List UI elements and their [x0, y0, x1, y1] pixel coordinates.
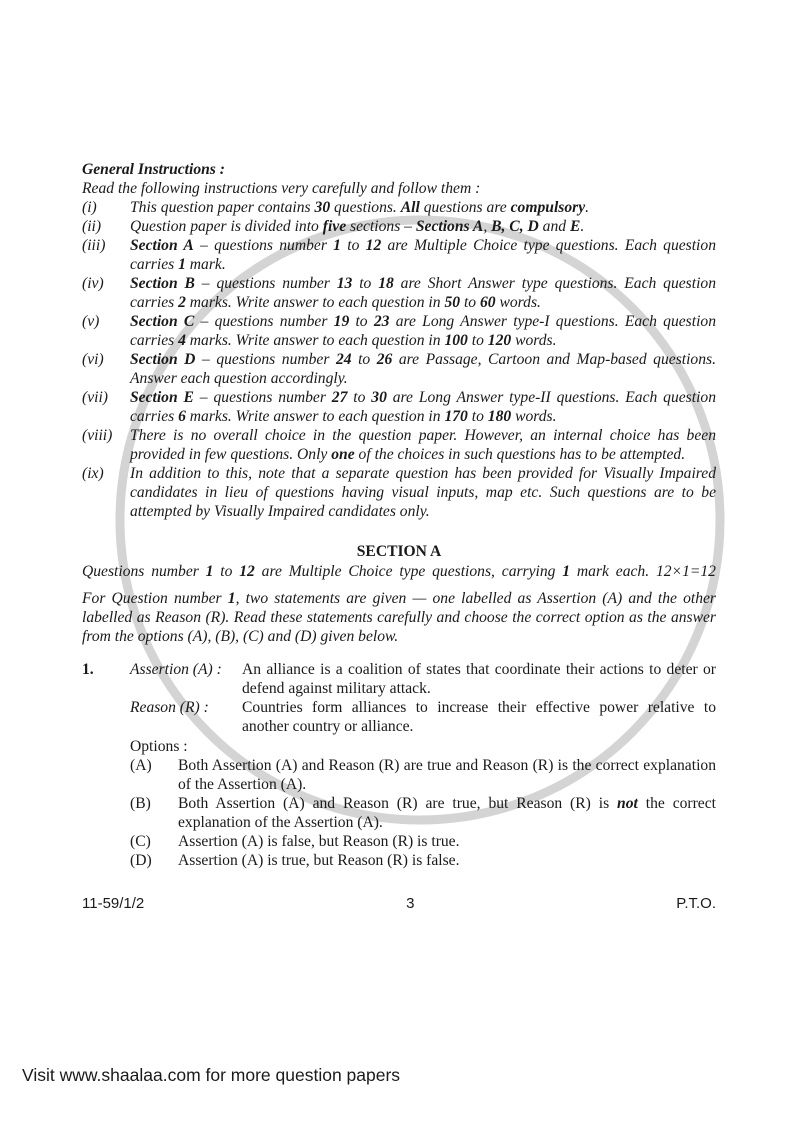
reason-text: Countries form alliances to increase their effective power relative to another country or alliance.: [242, 699, 716, 735]
bold-text: not: [617, 795, 638, 812]
page-footer: [82, 894, 716, 913]
bold-text: 100: [444, 332, 468, 349]
text-segment: of the choices in such questions has to be attempted.: [354, 446, 686, 463]
text-segment: questions.: [330, 199, 401, 216]
text-segment: Assertion (A) is false, but Reason (R) is true.: [178, 833, 460, 850]
text-segment: are Passage, Cartoon and Map-based questions. Answer each question accordingly.: [130, 351, 716, 387]
text-segment: marks. Write answer to each question in: [185, 408, 445, 425]
bold-text: Sections A: [415, 218, 484, 235]
section-a-intro: [82, 562, 716, 581]
instruction-item: [82, 198, 716, 217]
text-segment: to: [349, 313, 374, 330]
bold-text: 6: [178, 408, 186, 425]
instruction-item: [82, 350, 716, 388]
option-label: (C): [130, 833, 151, 850]
instruction-text: [130, 426, 716, 464]
bold-text: Section C: [130, 313, 195, 330]
text-segment: ,: [483, 218, 492, 235]
text-segment: Questions number: [82, 563, 206, 580]
option-text: [178, 794, 716, 832]
text-segment: This question paper contains: [130, 199, 315, 216]
text-segment: to: [460, 294, 480, 311]
text-segment: to: [340, 237, 366, 254]
instruction-item: [82, 388, 716, 426]
text-segment: – questions number: [194, 313, 334, 330]
text-segment: Question paper is divided into: [130, 218, 323, 235]
text-segment: to: [351, 351, 377, 368]
assertion-label: Assertion (A) :: [130, 661, 222, 678]
text-segment: .: [585, 199, 590, 216]
text-segment: to: [467, 408, 488, 425]
instruction-item: [82, 217, 716, 236]
instruction-number: (v): [82, 313, 100, 330]
bold-text: 12: [239, 563, 255, 580]
bold-text: 23: [373, 313, 390, 330]
bold-text: one: [331, 446, 355, 463]
text-segment: Both Assertion (A) and Reason (R) are true and Reason (R) is the correct explanation of the Assertion (A).: [178, 757, 716, 793]
question-paper-page: [82, 160, 716, 913]
instruction-number: (vi): [82, 351, 104, 368]
instruction-number: (iii): [82, 237, 106, 254]
bold-text: 1: [562, 563, 571, 580]
text-segment: mark.: [185, 256, 226, 273]
bold-text: 120: [487, 332, 512, 349]
text-segment: .: [580, 218, 585, 235]
reason-label: Reason (R) :: [130, 699, 209, 716]
text-segment: are Long Answer type-II questions. Each question carries: [130, 389, 717, 425]
text-segment: words.: [511, 332, 557, 349]
instructions-intro: Read the following instructions very carefully and follow them :: [82, 180, 481, 197]
text-segment: marks. Write answer to each question in: [185, 332, 445, 349]
text-segment: – questions number: [193, 237, 334, 254]
option-label: (A): [130, 757, 152, 774]
option-a: [130, 756, 716, 794]
text-segment: to: [467, 332, 488, 349]
bold-text: 2: [178, 294, 186, 311]
option-text: [178, 756, 716, 794]
bold-text: Section E: [130, 389, 194, 406]
text-segment: are Long Answer type-I questions. Each question carries: [130, 313, 716, 349]
text-segment: the correct explanation of the Assertion (A).: [178, 795, 716, 831]
text-segment: questions are: [419, 199, 511, 216]
options-list: [82, 756, 716, 870]
instruction-text: [130, 236, 716, 274]
bold-text: 30: [314, 199, 331, 216]
option-d: [130, 851, 716, 870]
text-segment: to: [347, 389, 372, 406]
instruction-item: [82, 464, 716, 521]
text-segment: marks. Write answer to each question in: [185, 294, 445, 311]
instruction-number: (viii): [82, 427, 113, 444]
assertion-text: An alliance is a coalition of states that coordinate their actions to deter or defend against military attack.: [242, 661, 716, 697]
options-label: Options :: [130, 738, 188, 755]
option-b: [130, 794, 716, 832]
text-segment: There is no overall choice in the question paper. However, an internal choice has been provided in few questions. Only: [130, 427, 716, 463]
text-segment: Assertion (A) is true, but Reason (R) is false.: [178, 852, 460, 869]
instruction-text: [130, 464, 716, 521]
question-1: [82, 660, 716, 736]
bold-text: All: [400, 199, 420, 216]
bold-text: 12: [365, 237, 382, 254]
bold-text: 27: [331, 389, 348, 406]
option-text: [178, 832, 716, 851]
question-number: 1.: [82, 661, 94, 678]
pto: P.T.O.: [676, 895, 716, 912]
bold-text: 1: [227, 590, 236, 607]
option-label: (D): [130, 852, 152, 869]
instruction-number: (vii): [82, 389, 108, 406]
option-text: [178, 851, 716, 870]
instruction-item: [82, 236, 716, 274]
instruction-number: (ix): [82, 465, 104, 482]
text-segment: – questions number: [194, 275, 337, 292]
text-segment: are Multiple Choice type questions. Each question carries: [130, 237, 716, 273]
bold-text: 19: [333, 313, 350, 330]
page-number: 3: [406, 895, 415, 912]
text-segment: – questions number: [195, 351, 336, 368]
bold-text: 13: [336, 275, 353, 292]
text-segment: – questions number: [193, 389, 332, 406]
instructions-heading: General Instructions :: [82, 161, 225, 178]
section-a-title: SECTION A: [356, 543, 442, 560]
text-segment: to: [352, 275, 379, 292]
option-c: [130, 832, 716, 851]
bold-text: 1: [333, 237, 341, 254]
bold-text: Section A: [130, 237, 194, 254]
q1-instructions: [82, 589, 716, 646]
bold-text: Section B: [130, 275, 195, 292]
bold-text: 170: [444, 408, 468, 425]
text-segment: words.: [511, 408, 557, 425]
text-segment: and: [538, 218, 570, 235]
bold-text: 1: [178, 256, 186, 273]
bold-text: five: [322, 218, 347, 235]
option-label: (B): [130, 795, 151, 812]
section-a-marks: 12×1=12: [655, 563, 716, 580]
bold-text: B, C, D: [491, 218, 539, 235]
bold-text: 1: [205, 563, 214, 580]
bold-text: E: [569, 218, 581, 235]
bold-text: 24: [335, 351, 352, 368]
bold-text: 60: [479, 294, 496, 311]
text-segment: words.: [495, 294, 541, 311]
bold-text: 26: [376, 351, 393, 368]
instruction-text: [130, 274, 716, 312]
text-segment: , two statements are given — one labelled as Assertion (A) and the other labelled as Reason (R). Read these statements carefully and choose the correct option as the answer from the options (A), (B), (C) and (D) given below.: [82, 590, 716, 645]
instruction-item: [82, 426, 716, 464]
text-segment: Both Assertion (A) and Reason (R) are true, but Reason (R) is: [178, 795, 618, 812]
text-segment: are Short Answer type questions. Each question carries: [130, 275, 716, 311]
text-segment: In addition to this, note that a separate question has been provided for Visually Impaired candidates in lieu of questions having visual inputs, map etc. Such questions are to be attempted by Visually Impaired candidates only.: [130, 465, 716, 520]
instruction-text: [130, 312, 716, 350]
instruction-number: (iv): [82, 275, 104, 292]
instruction-text: [130, 198, 716, 217]
instruction-text: [130, 217, 716, 236]
bold-text: 180: [487, 408, 512, 425]
bold-text: 30: [371, 389, 387, 406]
text-segment: to: [213, 563, 240, 580]
instruction-item: [82, 274, 716, 312]
instructions-list: [82, 198, 716, 521]
instruction-text: [130, 388, 716, 426]
bold-text: 4: [178, 332, 186, 349]
text-segment: are Multiple Choice type questions, carrying: [254, 563, 563, 580]
bold-text: 50: [444, 294, 461, 311]
bold-text: 18: [378, 275, 394, 292]
instruction-text: [130, 350, 716, 388]
instruction-number: (i): [82, 199, 97, 216]
bold-text: Section D: [130, 351, 196, 368]
bold-text: compulsory: [510, 199, 586, 216]
text-segment: For Question number: [82, 590, 228, 607]
instruction-item: [82, 312, 716, 350]
promo-link[interactable]: Visit www.shaalaa.com for more question papers: [22, 1065, 401, 1085]
text-segment: sections –: [346, 218, 416, 235]
footer-code: 11-59/1/2: [82, 895, 145, 912]
instruction-number: (ii): [82, 218, 102, 235]
text-segment: mark each.: [570, 563, 650, 580]
